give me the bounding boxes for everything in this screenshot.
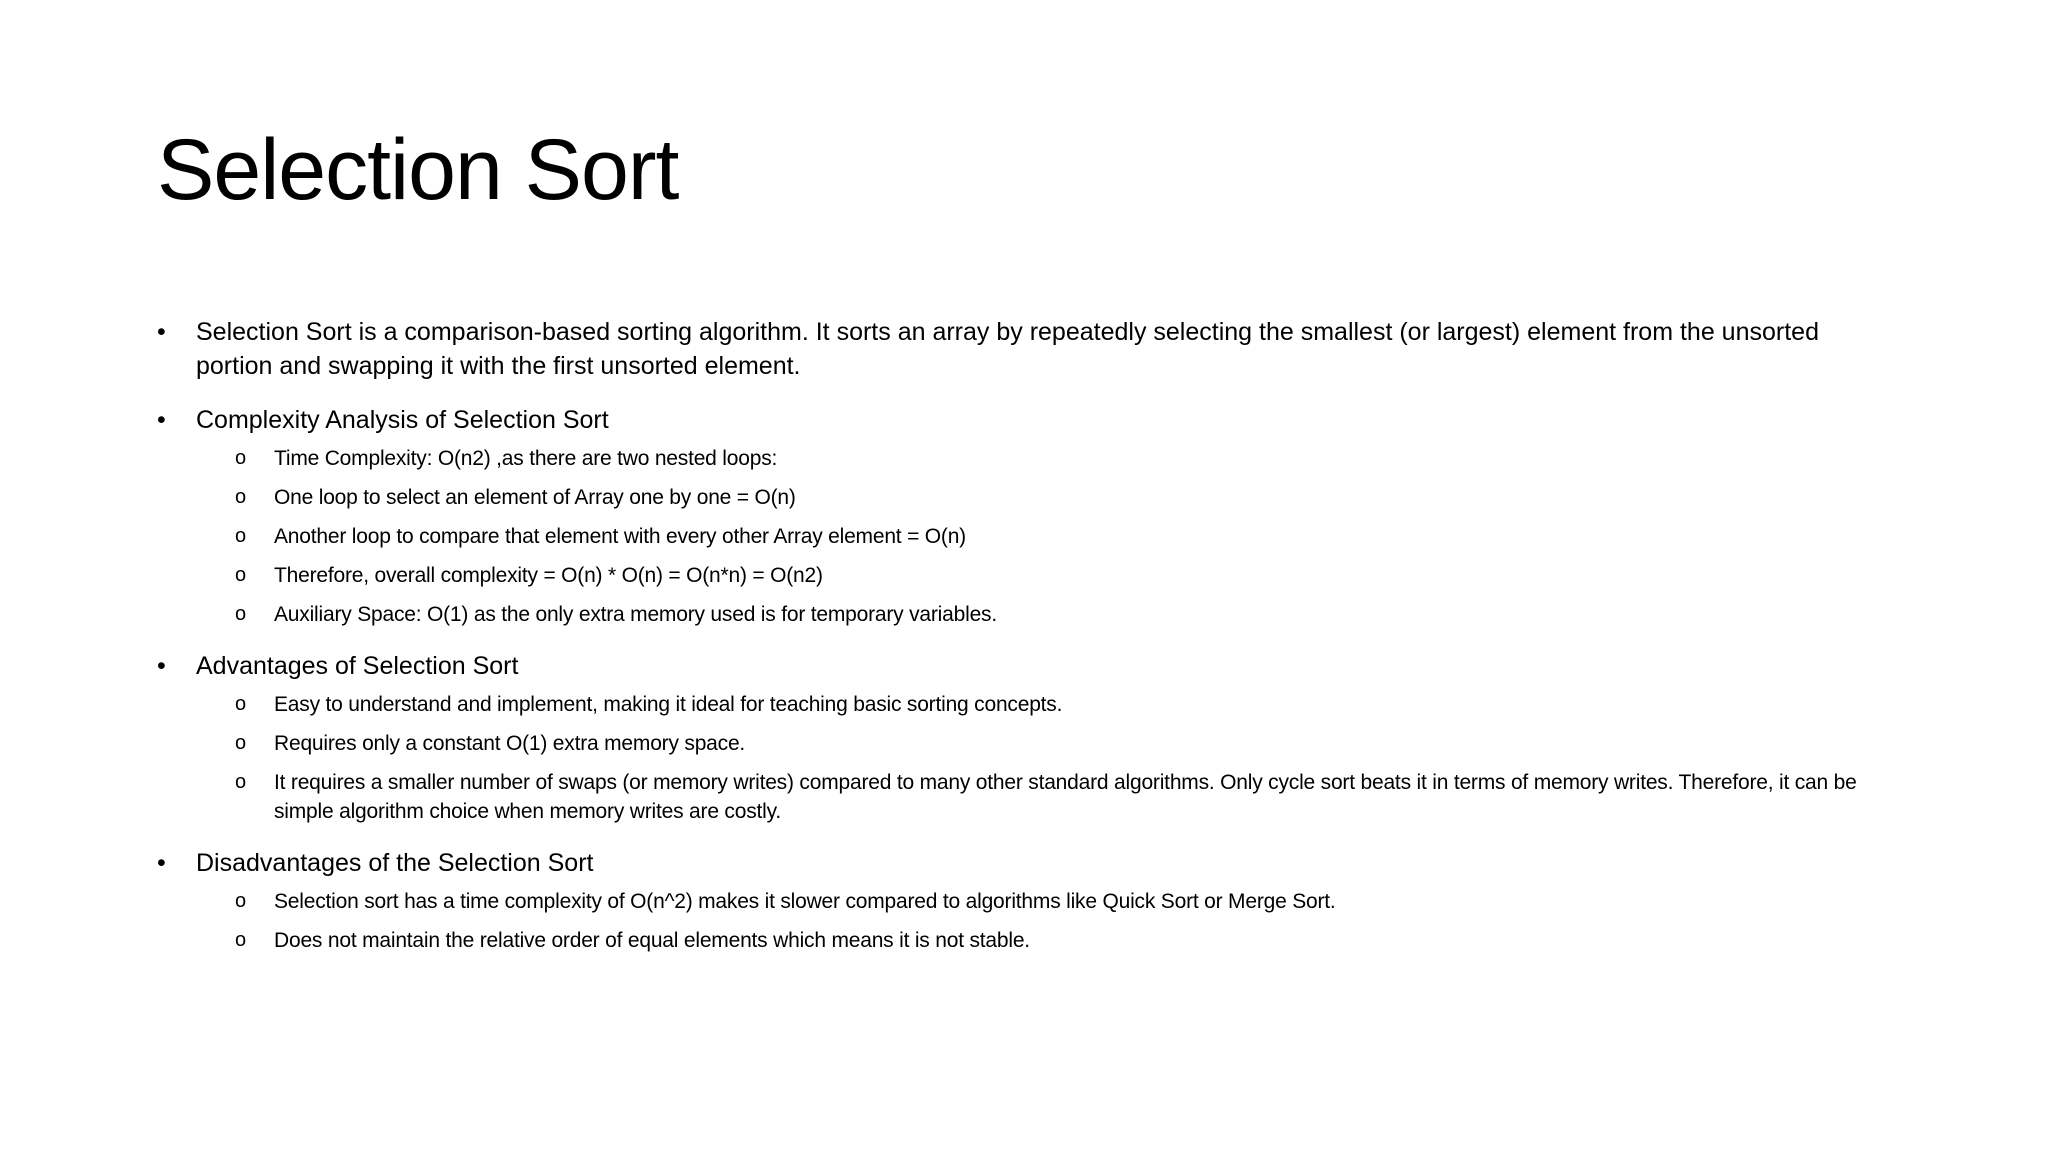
sub-bullet-item (157, 926, 1877, 955)
circle-bullet-icon: o (235, 890, 247, 912)
sub-bullet-list (157, 887, 1877, 955)
sub-bullet-text: Selection sort has a time complexity of O(n^2) makes it slower compared to algorithms like Quick Sort or Merge Sort. (274, 890, 1336, 913)
bullet-text: Disadvantages of the Selection Sort (196, 849, 594, 877)
sub-bullet-text: One loop to select an element of Array one by one = O(n) (274, 486, 796, 509)
sub-bullet-text: Does not maintain the relative order of equal elements which means it is not stable. (274, 929, 1030, 952)
circle-bullet-icon: o (235, 732, 247, 754)
sub-bullet-item (157, 887, 1877, 916)
circle-bullet-icon: o (235, 525, 247, 547)
circle-bullet-icon: o (235, 486, 247, 508)
sub-bullet-item (157, 690, 1877, 719)
bullet-item (157, 403, 1877, 629)
sub-bullet-text: Requires only a constant O(1) extra memory space. (274, 732, 746, 755)
bullet-list (157, 315, 1877, 955)
slide-title: Selection Sort (157, 122, 679, 218)
circle-bullet-icon: o (235, 929, 247, 951)
bullet-icon: • (157, 849, 166, 877)
sub-bullet-item (157, 600, 1877, 629)
sub-bullet-item (157, 444, 1877, 473)
bullet-icon: • (157, 652, 166, 680)
bullet-text: Complexity Analysis of Selection Sort (196, 406, 609, 434)
sub-bullet-item (157, 561, 1877, 590)
bullet-icon: • (157, 318, 166, 346)
bullet-item (157, 315, 1877, 383)
sub-bullet-text: It requires a smaller number of swaps (or memory writes) compared to many other standard algorithms. Only cycle sort beats it in terms of memory writes. Therefore, it can be simple algorithm choice when memory writes are costly. (274, 771, 1857, 823)
sub-bullet-item (157, 483, 1877, 512)
sub-bullet-text: Auxiliary Space: O(1) as the only extra memory used is for temporary variables. (274, 603, 997, 626)
bullet-item (157, 846, 1877, 955)
sub-bullet-item (157, 729, 1877, 758)
sub-bullet-text: Therefore, overall complexity = O(n) * O(n) = O(n*n) = O(n2) (274, 564, 823, 587)
circle-bullet-icon: o (235, 564, 247, 586)
sub-bullet-list (157, 444, 1877, 629)
circle-bullet-icon: o (235, 771, 247, 793)
bullet-text: Advantages of Selection Sort (196, 652, 519, 680)
bullet-icon: • (157, 406, 166, 434)
sub-bullet-text: Easy to understand and implement, making it ideal for teaching basic sorting concepts. (274, 693, 1063, 716)
sub-bullet-text: Time Complexity: O(n2) ,as there are two nested loops: (274, 447, 778, 470)
circle-bullet-icon: o (235, 447, 247, 469)
bullet-text: Selection Sort is a comparison-based sorting algorithm. It sorts an array by repeatedly selecting the smallest (or largest) element from the unsorted portion and swapping it with the first unsorted element. (196, 318, 1819, 380)
sub-bullet-item (157, 522, 1877, 551)
sub-bullet-item (157, 768, 1877, 826)
sub-bullet-text: Another loop to compare that element with every other Array element = O(n) (274, 525, 966, 548)
circle-bullet-icon: o (235, 603, 247, 625)
bullet-item (157, 649, 1877, 826)
circle-bullet-icon: o (235, 693, 247, 715)
sub-bullet-list (157, 690, 1877, 826)
